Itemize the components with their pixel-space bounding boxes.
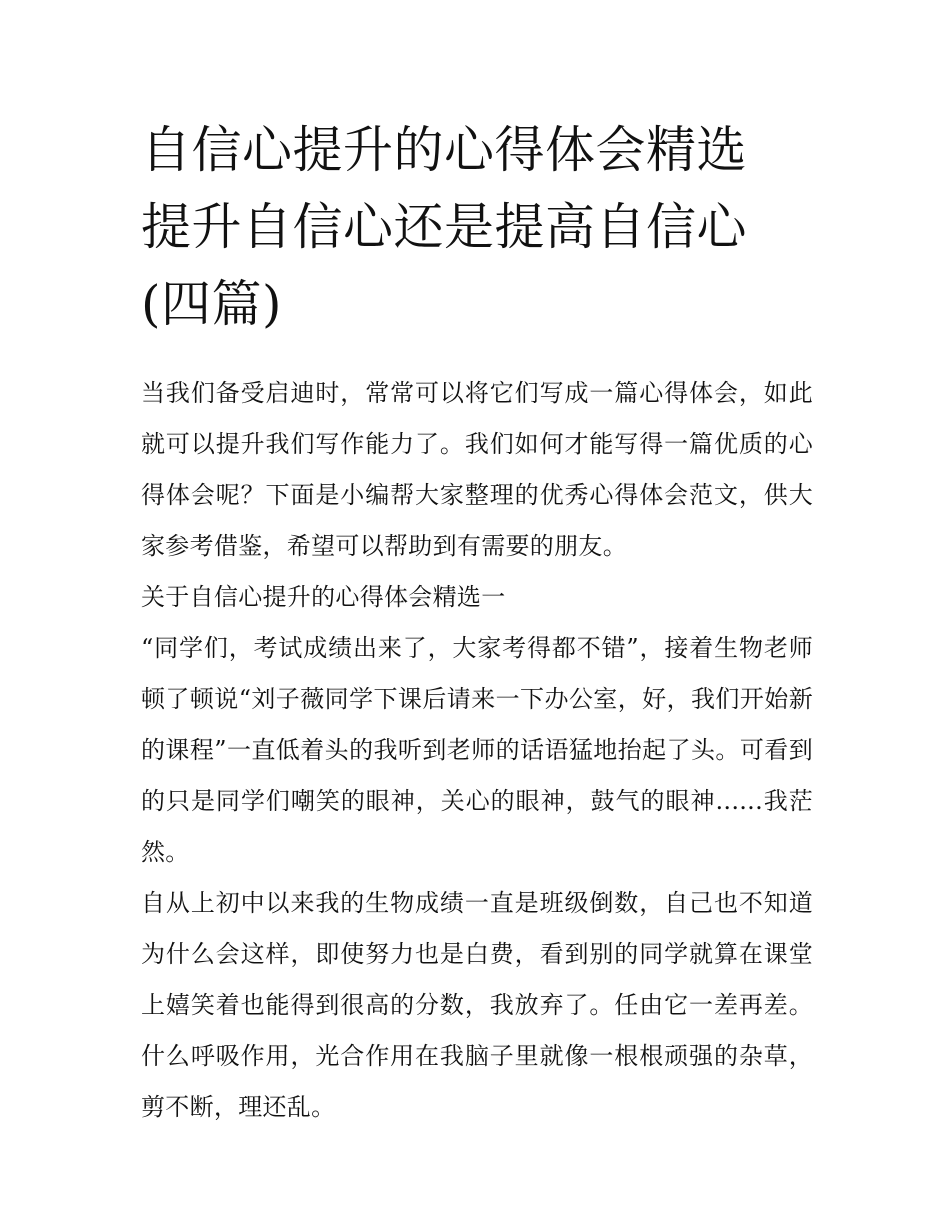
intro-paragraph: 当我们备受启迪时，常常可以将它们写成一篇心得体会，如此就可以提升我们写作能力了。我们如何才能写得一篇优质的心得体会呢？下面是小编帮大家整理的优秀心得体会范文，供大家参考借鉴，希望可以帮助到有需要的朋友。 xyxy=(141,379,813,560)
section-heading: 关于自信心提升的心得体会精选一 xyxy=(141,583,506,611)
body-paragraph-1: “同学们，考试成绩出来了，大家考得都不错”，接着生物老师顿了顿说“刘子薇同学下课后请来一下办公室，好，我们开始新的课程”一直低着头的我听到老师的话语猛地抬起了头。可看到的只是同学们嘲笑的眼神，关心的眼神，鼓气的眼神......我茫然。 xyxy=(141,634,813,866)
body-paragraph-2: 自从上初中以来我的生物成绩一直是班级倒数，自己也不知道为什么会这样，即使努力也是白费，看到别的同学就算在课堂上嬉笑着也能得到很高的分数，我放弃了。任由它一差再差。什么呼吸作用，光合作用在我脑子里就像一根根顽强的杂草，剪不断，理还乱。 xyxy=(141,889,813,1121)
document-body xyxy=(141,112,813,1133)
document-title: 自信心提升的心得体会精选 提升自信心还是提高自信心(四篇) xyxy=(141,121,747,333)
